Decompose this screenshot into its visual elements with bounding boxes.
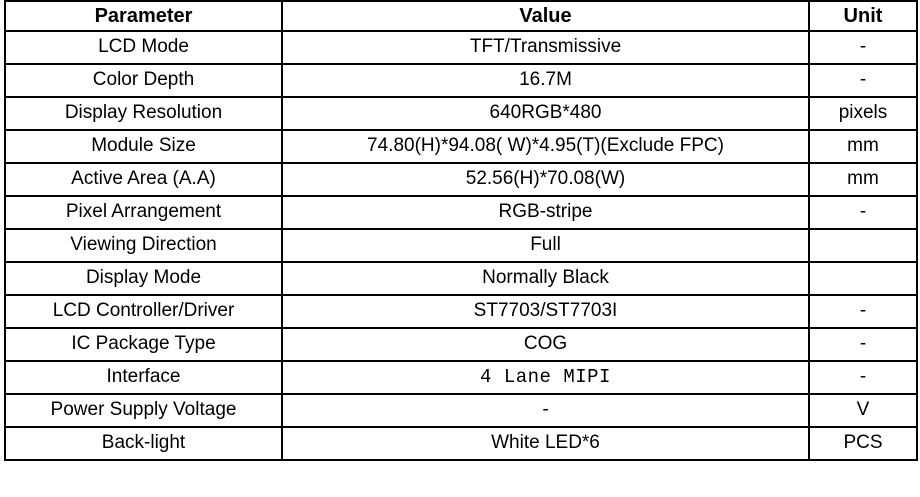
cell-unit: PCS [809, 427, 917, 460]
table-row [5, 163, 917, 196]
cell-parameter: LCD Controller/Driver [5, 295, 282, 328]
table-body [5, 31, 917, 460]
cell-parameter: Viewing Direction [5, 229, 282, 262]
table-header-row [5, 1, 917, 31]
cell-parameter: Interface [5, 361, 282, 394]
cell-parameter: Color Depth [5, 64, 282, 97]
table-row [5, 328, 917, 361]
column-header-value: Value [282, 1, 809, 31]
cell-value: RGB-stripe [282, 196, 809, 229]
column-header-unit: Unit [809, 1, 917, 31]
table-row [5, 31, 917, 64]
cell-value: 74.80(H)*94.08( W)*4.95(T)(Exclude FPC) [282, 130, 809, 163]
cell-unit: - [809, 64, 917, 97]
cell-unit [809, 262, 917, 295]
cell-unit: - [809, 361, 917, 394]
cell-parameter: IC Package Type [5, 328, 282, 361]
cell-parameter: Pixel Arrangement [5, 196, 282, 229]
table-row [5, 130, 917, 163]
cell-unit: mm [809, 130, 917, 163]
specification-table [4, 0, 918, 461]
table-row [5, 64, 917, 97]
table-row [5, 295, 917, 328]
cell-value: 4 Lane MIPI [282, 361, 809, 394]
cell-value: COG [282, 328, 809, 361]
cell-parameter: Active Area (A.A) [5, 163, 282, 196]
table-row [5, 394, 917, 427]
cell-unit: mm [809, 163, 917, 196]
cell-value: 640RGB*480 [282, 97, 809, 130]
cell-value: 52.56(H)*70.08(W) [282, 163, 809, 196]
cell-unit [809, 229, 917, 262]
cell-parameter: Back-light [5, 427, 282, 460]
cell-unit: pixels [809, 97, 917, 130]
cell-value: 16.7M [282, 64, 809, 97]
cell-unit: - [809, 31, 917, 64]
table-row [5, 427, 917, 460]
cell-parameter: Power Supply Voltage [5, 394, 282, 427]
table-row [5, 97, 917, 130]
cell-value: Normally Black [282, 262, 809, 295]
cell-parameter: Module Size [5, 130, 282, 163]
cell-parameter: LCD Mode [5, 31, 282, 64]
cell-parameter: Display Mode [5, 262, 282, 295]
cell-value: ST7703/ST7703I [282, 295, 809, 328]
cell-parameter: Display Resolution [5, 97, 282, 130]
table-row [5, 262, 917, 295]
column-header-parameter: Parameter [5, 1, 282, 31]
cell-unit: - [809, 295, 917, 328]
cell-value: - [282, 394, 809, 427]
table-row [5, 196, 917, 229]
cell-value: Full [282, 229, 809, 262]
table-row [5, 229, 917, 262]
cell-unit: V [809, 394, 917, 427]
cell-value: White LED*6 [282, 427, 809, 460]
table-header [5, 1, 917, 31]
cell-unit: - [809, 196, 917, 229]
cell-unit: - [809, 328, 917, 361]
table-row [5, 361, 917, 394]
cell-value: TFT/Transmissive [282, 31, 809, 64]
